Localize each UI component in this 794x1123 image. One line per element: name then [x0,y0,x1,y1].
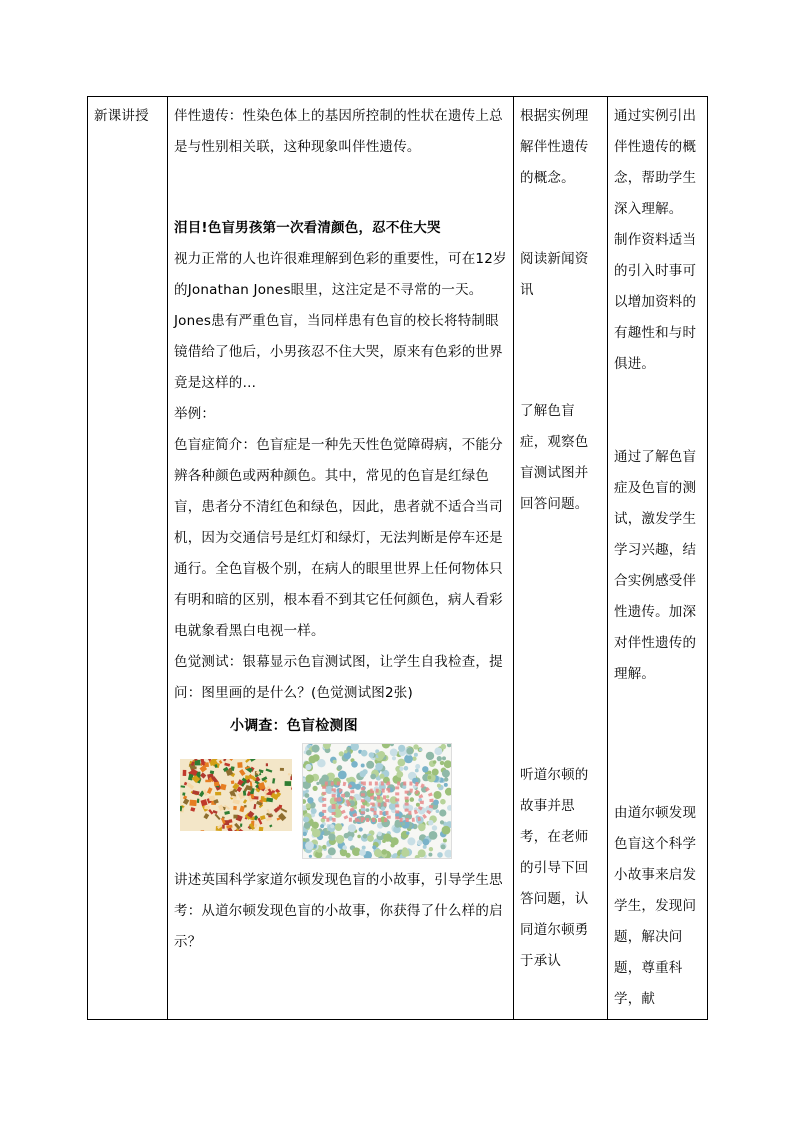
table-row [88,97,708,1020]
news-body: 视力正常的人也许很难理解到色彩的重要性，可在12岁的Jonathan Jones眼里，这注定是不寻常的一天。Jones患有严重色盲，当同样患有色盲的校长将特制眼镜借给了他后，小男孩忍不住大哭，原来有色彩的世界竟是这样的… [174,251,507,391]
color-plate-image-2 [302,743,452,859]
design-intent-4: 由道尔顿发现色盲这个科学小故事来启发学生，发现问题，解决问题，尊重科学，献 [614,805,697,1007]
design-intent-3: 通过了解色盲症及色盲的测试，激发学生学习兴趣，结合实例感受伴性遗传。加深对伴性遗传的理解。 [614,449,697,682]
content-cell [168,97,514,1020]
survey-title: 小调查：色盲检测图 [230,718,358,734]
color-plates [174,741,507,863]
design-intent-2: 制作资料适当的引入时事可以增加资料的有趣性和与时俱进。 [614,232,697,372]
definition-text: 伴性遗传：性染色体上的基因所控制的性状在遗传上总是与性别相关联，这种现象叫伴性遗传。 [174,108,503,155]
student-activity-4: 听道尔顿的故事并思考，在老师的引导下回答问题，认同道尔顿勇于承认 [520,767,589,969]
student-activity-1: 根据实例理解伴性遗传的概念。 [520,108,589,186]
section-label: 新课讲授 [94,108,149,124]
design-intent-cell [608,97,708,1020]
design-intent-1: 通过实例引出伴性遗传的概念，帮助学生深入理解。 [614,108,697,217]
dalton-story: 讲述英国科学家道尔顿发现色盲的小故事，引导学生思考：从道尔顿发现色盲的小故事，你获得了什么样的启示？ [174,872,503,950]
plate-hidden-text: RED [319,774,435,832]
news-title: 泪目!色盲男孩第一次看清颜色，忍不住大哭 [174,220,441,236]
student-activity-3: 了解色盲症，观察色盲测试图并回答问题。 [520,403,589,512]
student-activity-2: 阅读新闻资讯 [520,251,589,298]
color-plate-image-1 [180,759,292,831]
colorblind-intro: 色盲症简介：色盲症是一种先天性色觉障碍病，不能分辨各种颜色或两种颜色。其中，常见的色盲是红绿色盲，患者分不清红色和绿色，因此，患者就不适合当司机，因为交通信号是红灯和绿灯，无法判断是停车还是通行。全色盲极个别，在病人的眼里世界上任何物体只有明和暗的区别，根本看不到其它任何颜色，病人看彩电就象看黑白电视一样。 [174,437,503,639]
section-cell [88,97,168,1020]
example-label: 举例： [174,406,216,422]
lesson-table [87,96,708,1020]
color-test-text: 色觉测试：银幕显示色盲测试图，让学生自我检查，提问：图里画的是什么？(色觉测试图2张) [174,654,503,701]
student-activity-cell [514,97,608,1020]
